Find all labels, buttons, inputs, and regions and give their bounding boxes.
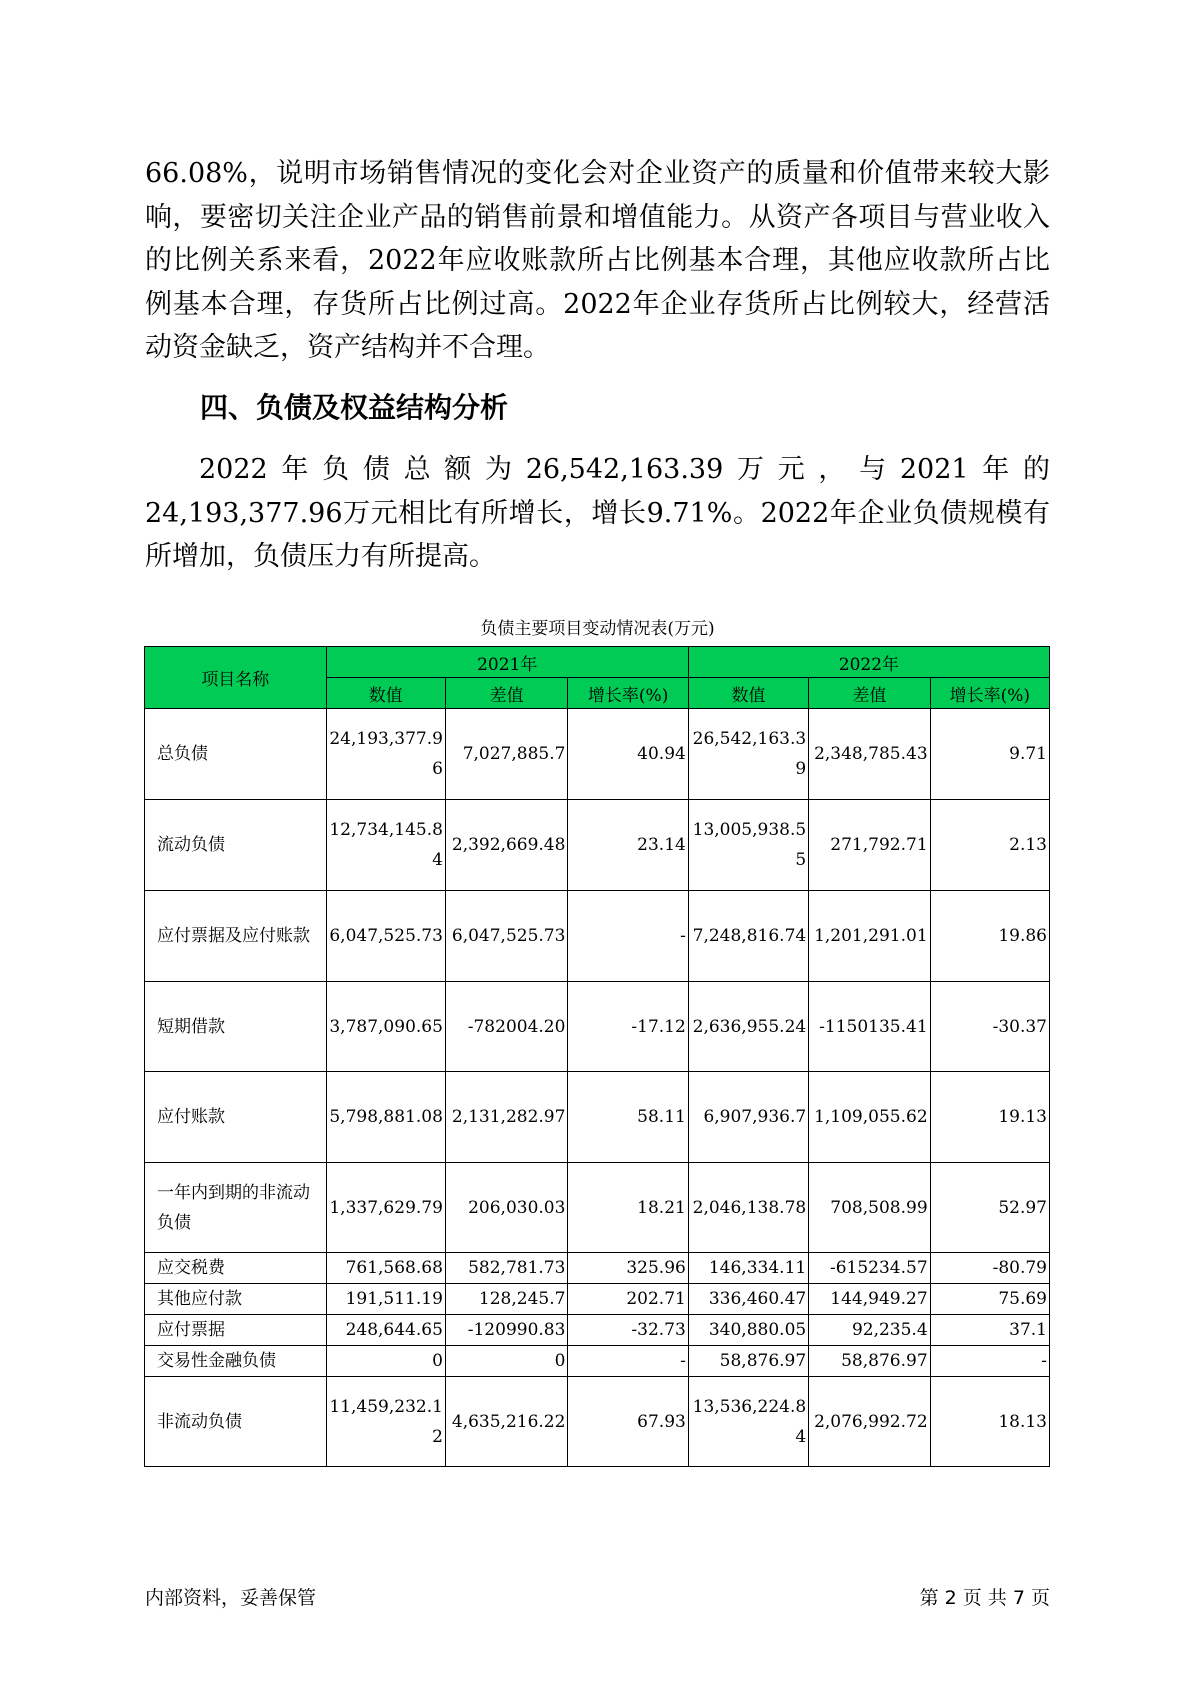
cell-diff-2022: -1150135.41 bbox=[809, 982, 930, 1072]
cell-diff-2022: 144,949.27 bbox=[809, 1284, 930, 1315]
cell-value-2022: 58,876.97 bbox=[688, 1346, 808, 1377]
header-item-name: 项目名称 bbox=[145, 647, 327, 709]
cell-diff-2021: 582,781.73 bbox=[445, 1253, 568, 1284]
cell-value-2022: 2,046,138.78 bbox=[688, 1163, 808, 1253]
cell-rate-2022: 19.13 bbox=[930, 1072, 1049, 1163]
table-row bbox=[145, 709, 1050, 800]
cell-rate-2021: 58.11 bbox=[568, 1072, 688, 1163]
footer-page-number: 第 2 页 共 7 页 bbox=[919, 1587, 1050, 1609]
cell-rate-2021: - bbox=[568, 1346, 688, 1377]
cell-value-2021: 6,047,525.73 bbox=[326, 891, 445, 982]
cell-value-2021: 248,644.65 bbox=[326, 1315, 445, 1346]
row-item-name: 短期借款 bbox=[145, 982, 327, 1072]
cell-value-2022: 336,460.47 bbox=[688, 1284, 808, 1315]
row-item-name: 一年内到期的非流动负债 bbox=[145, 1163, 327, 1253]
cell-rate-2021: 23.14 bbox=[568, 800, 688, 891]
header-value-2022: 数值 bbox=[688, 678, 808, 709]
cell-rate-2022: -80.79 bbox=[930, 1253, 1049, 1284]
cell-rate-2021: 67.93 bbox=[568, 1377, 688, 1467]
cell-rate-2022: 18.13 bbox=[930, 1377, 1049, 1467]
cell-diff-2022: 2,076,992.72 bbox=[809, 1377, 930, 1467]
cell-rate-2021: 325.96 bbox=[568, 1253, 688, 1284]
cell-rate-2022: 2.13 bbox=[930, 800, 1049, 891]
table-row bbox=[145, 800, 1050, 891]
cell-rate-2021: 40.94 bbox=[568, 709, 688, 800]
cell-rate-2022: 9.71 bbox=[930, 709, 1049, 800]
table-caption: 负债主要项目变动情况表(万元) bbox=[480, 619, 715, 639]
cell-value-2022: 13,005,938.55 bbox=[688, 800, 808, 891]
cell-value-2022: 7,248,816.74 bbox=[688, 891, 808, 982]
cell-diff-2021: 6,047,525.73 bbox=[445, 891, 568, 982]
cell-value-2021: 191,511.19 bbox=[326, 1284, 445, 1315]
header-diff-2021: 差值 bbox=[445, 678, 568, 709]
cell-value-2022: 26,542,163.39 bbox=[688, 709, 808, 800]
header-year-2022: 2022年 bbox=[688, 647, 1049, 678]
row-item-name: 应付票据 bbox=[145, 1315, 327, 1346]
header-diff-2022: 差值 bbox=[809, 678, 930, 709]
body-paragraph-1: 66.08%，说明市场销售情况的变化会对企业资产的质量和价值带来较大影响，要密切关注企业产品的销售前景和增值能力。从资产各项目与营业收入的比例关系来看，2022年应收账款所占比例基本合理，其他应收款所占比例基本合理，存货所占比例过高。2022年企业存货所占比例较大，经营活动资金缺乏，资产结构并不合理。 bbox=[145, 158, 1050, 363]
table-row bbox=[145, 1315, 1050, 1346]
liability-change-table bbox=[144, 646, 1050, 1467]
cell-rate-2022: 52.97 bbox=[930, 1163, 1049, 1253]
table-row bbox=[145, 1072, 1050, 1163]
cell-value-2021: 3,787,090.65 bbox=[326, 982, 445, 1072]
cell-diff-2021: -120990.83 bbox=[445, 1315, 568, 1346]
cell-value-2021: 12,734,145.84 bbox=[326, 800, 445, 891]
cell-rate-2021: 202.71 bbox=[568, 1284, 688, 1315]
row-item-name: 其他应付款 bbox=[145, 1284, 327, 1315]
row-item-name: 应付账款 bbox=[145, 1072, 327, 1163]
body-paragraph-2: 2022年负债总额为26,542,163.39万元，与2021年的24,193,377.96万元相比有所增长，增长9.71%。2022年企业负债规模有所增加，负债压力有所提高。 bbox=[145, 454, 1050, 572]
cell-diff-2021: 2,131,282.97 bbox=[445, 1072, 568, 1163]
cell-rate-2022: - bbox=[930, 1346, 1049, 1377]
cell-value-2021: 24,193,377.96 bbox=[326, 709, 445, 800]
section-heading: 四、负债及权益结构分析 bbox=[200, 391, 509, 424]
header-rate-2022: 增长率(%) bbox=[930, 678, 1049, 709]
cell-diff-2021: 7,027,885.7 bbox=[445, 709, 568, 800]
table-row bbox=[145, 1253, 1050, 1284]
footer-confidential-note: 内部资料，妥善保管 bbox=[145, 1587, 317, 1609]
row-item-name: 流动负债 bbox=[145, 800, 327, 891]
cell-value-2021: 1,337,629.79 bbox=[326, 1163, 445, 1253]
table-row bbox=[145, 891, 1050, 982]
row-item-name: 应交税费 bbox=[145, 1253, 327, 1284]
cell-value-2021: 11,459,232.12 bbox=[326, 1377, 445, 1467]
row-item-name: 应付票据及应付账款 bbox=[145, 891, 327, 982]
cell-diff-2022: 2,348,785.43 bbox=[809, 709, 930, 800]
cell-value-2021: 5,798,881.08 bbox=[326, 1072, 445, 1163]
cell-diff-2022: -615234.57 bbox=[809, 1253, 930, 1284]
cell-value-2022: 146,334.11 bbox=[688, 1253, 808, 1284]
cell-value-2022: 2,636,955.24 bbox=[688, 982, 808, 1072]
row-item-name: 交易性金融负债 bbox=[145, 1346, 327, 1377]
cell-rate-2021: -17.12 bbox=[568, 982, 688, 1072]
cell-diff-2022: 271,792.71 bbox=[809, 800, 930, 891]
cell-rate-2021: 18.21 bbox=[568, 1163, 688, 1253]
cell-rate-2022: -30.37 bbox=[930, 982, 1049, 1072]
cell-diff-2021: 128,245.7 bbox=[445, 1284, 568, 1315]
table-row bbox=[145, 982, 1050, 1072]
cell-value-2022: 13,536,224.84 bbox=[688, 1377, 808, 1467]
cell-diff-2021: 0 bbox=[445, 1346, 568, 1377]
table-row bbox=[145, 1377, 1050, 1467]
cell-diff-2022: 708,508.99 bbox=[809, 1163, 930, 1253]
cell-diff-2021: 2,392,669.48 bbox=[445, 800, 568, 891]
cell-diff-2022: 1,109,055.62 bbox=[809, 1072, 930, 1163]
cell-diff-2022: 58,876.97 bbox=[809, 1346, 930, 1377]
cell-value-2022: 340,880.05 bbox=[688, 1315, 808, 1346]
cell-rate-2022: 75.69 bbox=[930, 1284, 1049, 1315]
row-item-name: 总负债 bbox=[145, 709, 327, 800]
cell-value-2021: 0 bbox=[326, 1346, 445, 1377]
header-value-2021: 数值 bbox=[326, 678, 445, 709]
table-row bbox=[145, 1284, 1050, 1315]
table-row bbox=[145, 1163, 1050, 1253]
header-rate-2021: 增长率(%) bbox=[568, 678, 688, 709]
row-item-name: 非流动负债 bbox=[145, 1377, 327, 1467]
cell-rate-2022: 37.1 bbox=[930, 1315, 1049, 1346]
table-row bbox=[145, 1346, 1050, 1377]
cell-rate-2022: 19.86 bbox=[930, 891, 1049, 982]
cell-rate-2021: -32.73 bbox=[568, 1315, 688, 1346]
cell-rate-2021: - bbox=[568, 891, 688, 982]
header-year-2021: 2021年 bbox=[326, 647, 688, 678]
cell-diff-2022: 92,235.4 bbox=[809, 1315, 930, 1346]
cell-diff-2021: 206,030.03 bbox=[445, 1163, 568, 1253]
cell-diff-2021: 4,635,216.22 bbox=[445, 1377, 568, 1467]
cell-value-2022: 6,907,936.7 bbox=[688, 1072, 808, 1163]
cell-diff-2022: 1,201,291.01 bbox=[809, 891, 930, 982]
cell-diff-2021: -782004.20 bbox=[445, 982, 568, 1072]
cell-value-2021: 761,568.68 bbox=[326, 1253, 445, 1284]
